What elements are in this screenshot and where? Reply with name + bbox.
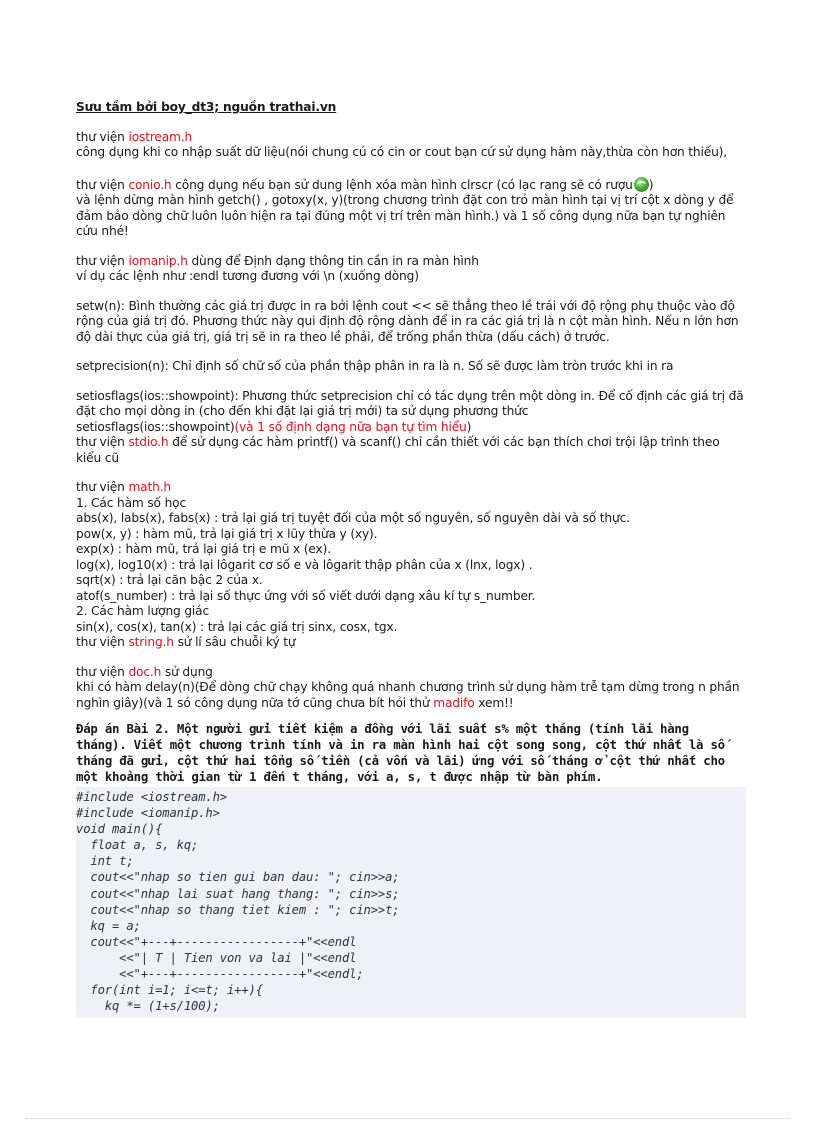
setw-paragraph: setw(n): Bình thường các giá trị được in ra bởi lệnh cout << sẽ thẳng theo lề trái với độ rộng phụ thuộc vào độ rộng của giá trị đó. Phương thức này qui định độ rộng dành để in ra các giá trị là n cột màn hình. Nếu n lớn hơn độ dài thực của giá trị, giá trị sẽ in ra theo lề phải, để trống phần thừa (dấu cách) ở trước.: [76, 298, 739, 344]
math-line: abs(x), labs(x), fabs(x) : trả lại giá trị tuyệt đối của một số nguyên, số nguyên dài và số thực.: [76, 511, 630, 525]
math-line: 2. Các hàm lượng giác: [76, 604, 210, 618]
math-heading: [76, 480, 746, 496]
library-name-conio: conio.h: [128, 177, 172, 192]
code-line: float a, s, kq;: [76, 838, 199, 853]
setiosflags-code: setiosflags(ios::showpoint): [76, 419, 235, 434]
math-line: exp(x) : hàm mũ, trả lại giá trị e mũ x (ex).: [76, 542, 331, 556]
setiosflags-note: (và 1 số định dạng nữa bạn tự tìm hiểu: [234, 419, 467, 434]
library-name-iostream: iostream.h: [128, 129, 193, 144]
code-line: #include <iostream.h>: [76, 790, 227, 804]
iomanip-heading: [76, 254, 746, 270]
doc-description-text: khi có hàm delay(n)(Để dòng chữ chạy không quá nhanh chương trình sử dụng hàm trễ tạm dừng trong n phần nghìn giây)(và 1 só công dụng nữa tớ cũng chưa bít hỏi thử: [76, 680, 740, 710]
code-line: cout<<"nhap so thang tiet kiem : "; cin>>t;: [76, 902, 400, 917]
doc-description-end: xem!!: [474, 695, 514, 710]
iostream-description: công dụng khi co nhập suất dữ liệu(nói chung cú có cin or cout bạn cứ sử dụng hàm này,thừa còn hơn thiếu),: [76, 145, 727, 159]
library-name-doc: doc.h: [128, 664, 162, 679]
library-name-math: math.h: [128, 480, 171, 494]
page-title: Sưu tầm bởi boy_dt3; nguồn trathai.vn: [76, 100, 337, 114]
math-line: log(x), log10(x) : trả lại lôgarit cơ số e và lôgarit thập phân của x (lnx, logx) .: [76, 557, 533, 572]
doc-heading: [76, 665, 746, 681]
library-name-iomanip: iomanip.h: [128, 253, 188, 268]
code-line: for(int i=1; i<=t; i++){: [76, 983, 263, 998]
conio-description-2: và lệnh dừng màn hình getch() , gotoxy(x, y)(trong chương trình đặt con trỏ màn hình tại vị trí cột x dòng y để đảm bảo dòng chữ luôn luôn hiện ra tại đúng một vị trí trên màn hình.) và 1 số công dụng nữa bạn tự nghiên cứu nhé!: [76, 193, 734, 238]
smiley-icon: [634, 177, 649, 192]
setprecision-paragraph: setprecision(n): Chỉ định số chữ số của phần thập phân in ra là n. Số sẽ được làm tròn trước khi in ra: [76, 359, 674, 373]
math-line: 1. Các hàm số học: [76, 495, 187, 510]
library-prefix: thư viện: [76, 664, 129, 679]
iomanip-description-1: dùng để Định dạng thông tin cần in ra màn hình: [187, 253, 479, 268]
library-prefix: thư viện: [76, 253, 129, 268]
code-line: cout<<"nhap lai suat hang thang: "; cin>>s;: [76, 886, 400, 901]
stdio-paragraph: [76, 435, 746, 466]
code-line: <<"| T | Tien von va lai |"<<endl: [76, 950, 357, 965]
code-line: int t;: [76, 854, 134, 869]
document-body: [76, 100, 746, 1018]
setiosflags-close: ): [466, 419, 472, 434]
code-line: <<"+---+-----------------+"<<endl;: [76, 967, 364, 982]
setiosflags-line: [76, 420, 746, 436]
library-name-string: string.h: [128, 635, 174, 649]
code-line: kq *= (1+s/100);: [76, 999, 220, 1014]
math-line: sin(x), cos(x), tan(x) : trả lại các giá trị sinx, cosx, tgx.: [76, 619, 398, 634]
math-line: pow(x, y) : hàm mũ, trả lại giá trị x lũy thừa y (xy).: [76, 526, 378, 541]
stdio-description: để sử dụng các hàm printf() và scanf() chỉ cần thiết với các bạn thích chơi trội lập trình theo kiểu cũ: [76, 435, 720, 465]
library-prefix: thư viện: [76, 177, 129, 192]
string-description: sử lí sâu chuỗi ký tự: [173, 635, 296, 649]
code-line: void main(){: [76, 822, 163, 837]
code-line: kq = a;: [76, 918, 141, 933]
math-line: atof(s_number) : trả lại số thực ứng với số viết dưới dạng xâu kí tự s_number.: [76, 588, 536, 603]
string-heading: [76, 635, 746, 651]
iomanip-description-2: ví dụ các lệnh như :endl tương đương với \n (xuống dòng): [76, 269, 419, 283]
conio-heading: [76, 177, 746, 194]
library-prefix: thư viện: [76, 129, 129, 144]
code-line: cout<<"nhap so tien gui ban dau: "; cin>>a;: [76, 870, 400, 885]
library-prefix: thư viện: [76, 480, 129, 494]
iostream-heading: [76, 130, 746, 146]
library-prefix: thư viện: [76, 635, 129, 649]
library-prefix: thư viện: [76, 435, 129, 449]
madifo-name: madifo: [433, 695, 475, 710]
code-block: [76, 787, 746, 1018]
page-bottom-divider: [26, 1118, 790, 1119]
conio-description-1-end: ): [648, 177, 654, 192]
doc-description-1: sử dụng: [161, 664, 213, 679]
conio-description-1: công dụng nếu bạn sử dung lệnh xóa màn hình clrscr (có lạc rang sẽ có rượu: [171, 177, 633, 192]
math-line: sqrt(x) : trả lại căn bậc 2 của x.: [76, 573, 263, 587]
library-name-stdio: stdio.h: [128, 435, 169, 449]
doc-description-2: [76, 680, 746, 711]
code-line: cout<<"+---+-----------------+"<<endl: [76, 934, 357, 949]
setiosflags-paragraph: setiosflags(ios::showpoint): Phương thức setprecision chỉ có tác dụng trên một dòng in. Để cố định các giá trị đã đặt cho mọi dòng in (cho đến khi đặt lại giá trị mới) ta sử dụng phương thức: [76, 388, 744, 418]
exercise-statement: Đáp án Bài 2. Một người gửi tiết kiệm a đồng với lãi suất s% một tháng (tính lãi hàng tháng). Viết một chương trình tính và in ra màn hình hai cột song song, cột thứ nhất là số tháng đã gửi, cột thứ hai tổng số tiền (cả vốn và lãi) ứng với số tháng ở cột thứ nhất cho một khoảng thời gian từ 1 đến t tháng, với a, s, t được nhập từ bàn phím.: [76, 721, 725, 784]
code-line: #include <iomanip.h>: [76, 806, 220, 821]
